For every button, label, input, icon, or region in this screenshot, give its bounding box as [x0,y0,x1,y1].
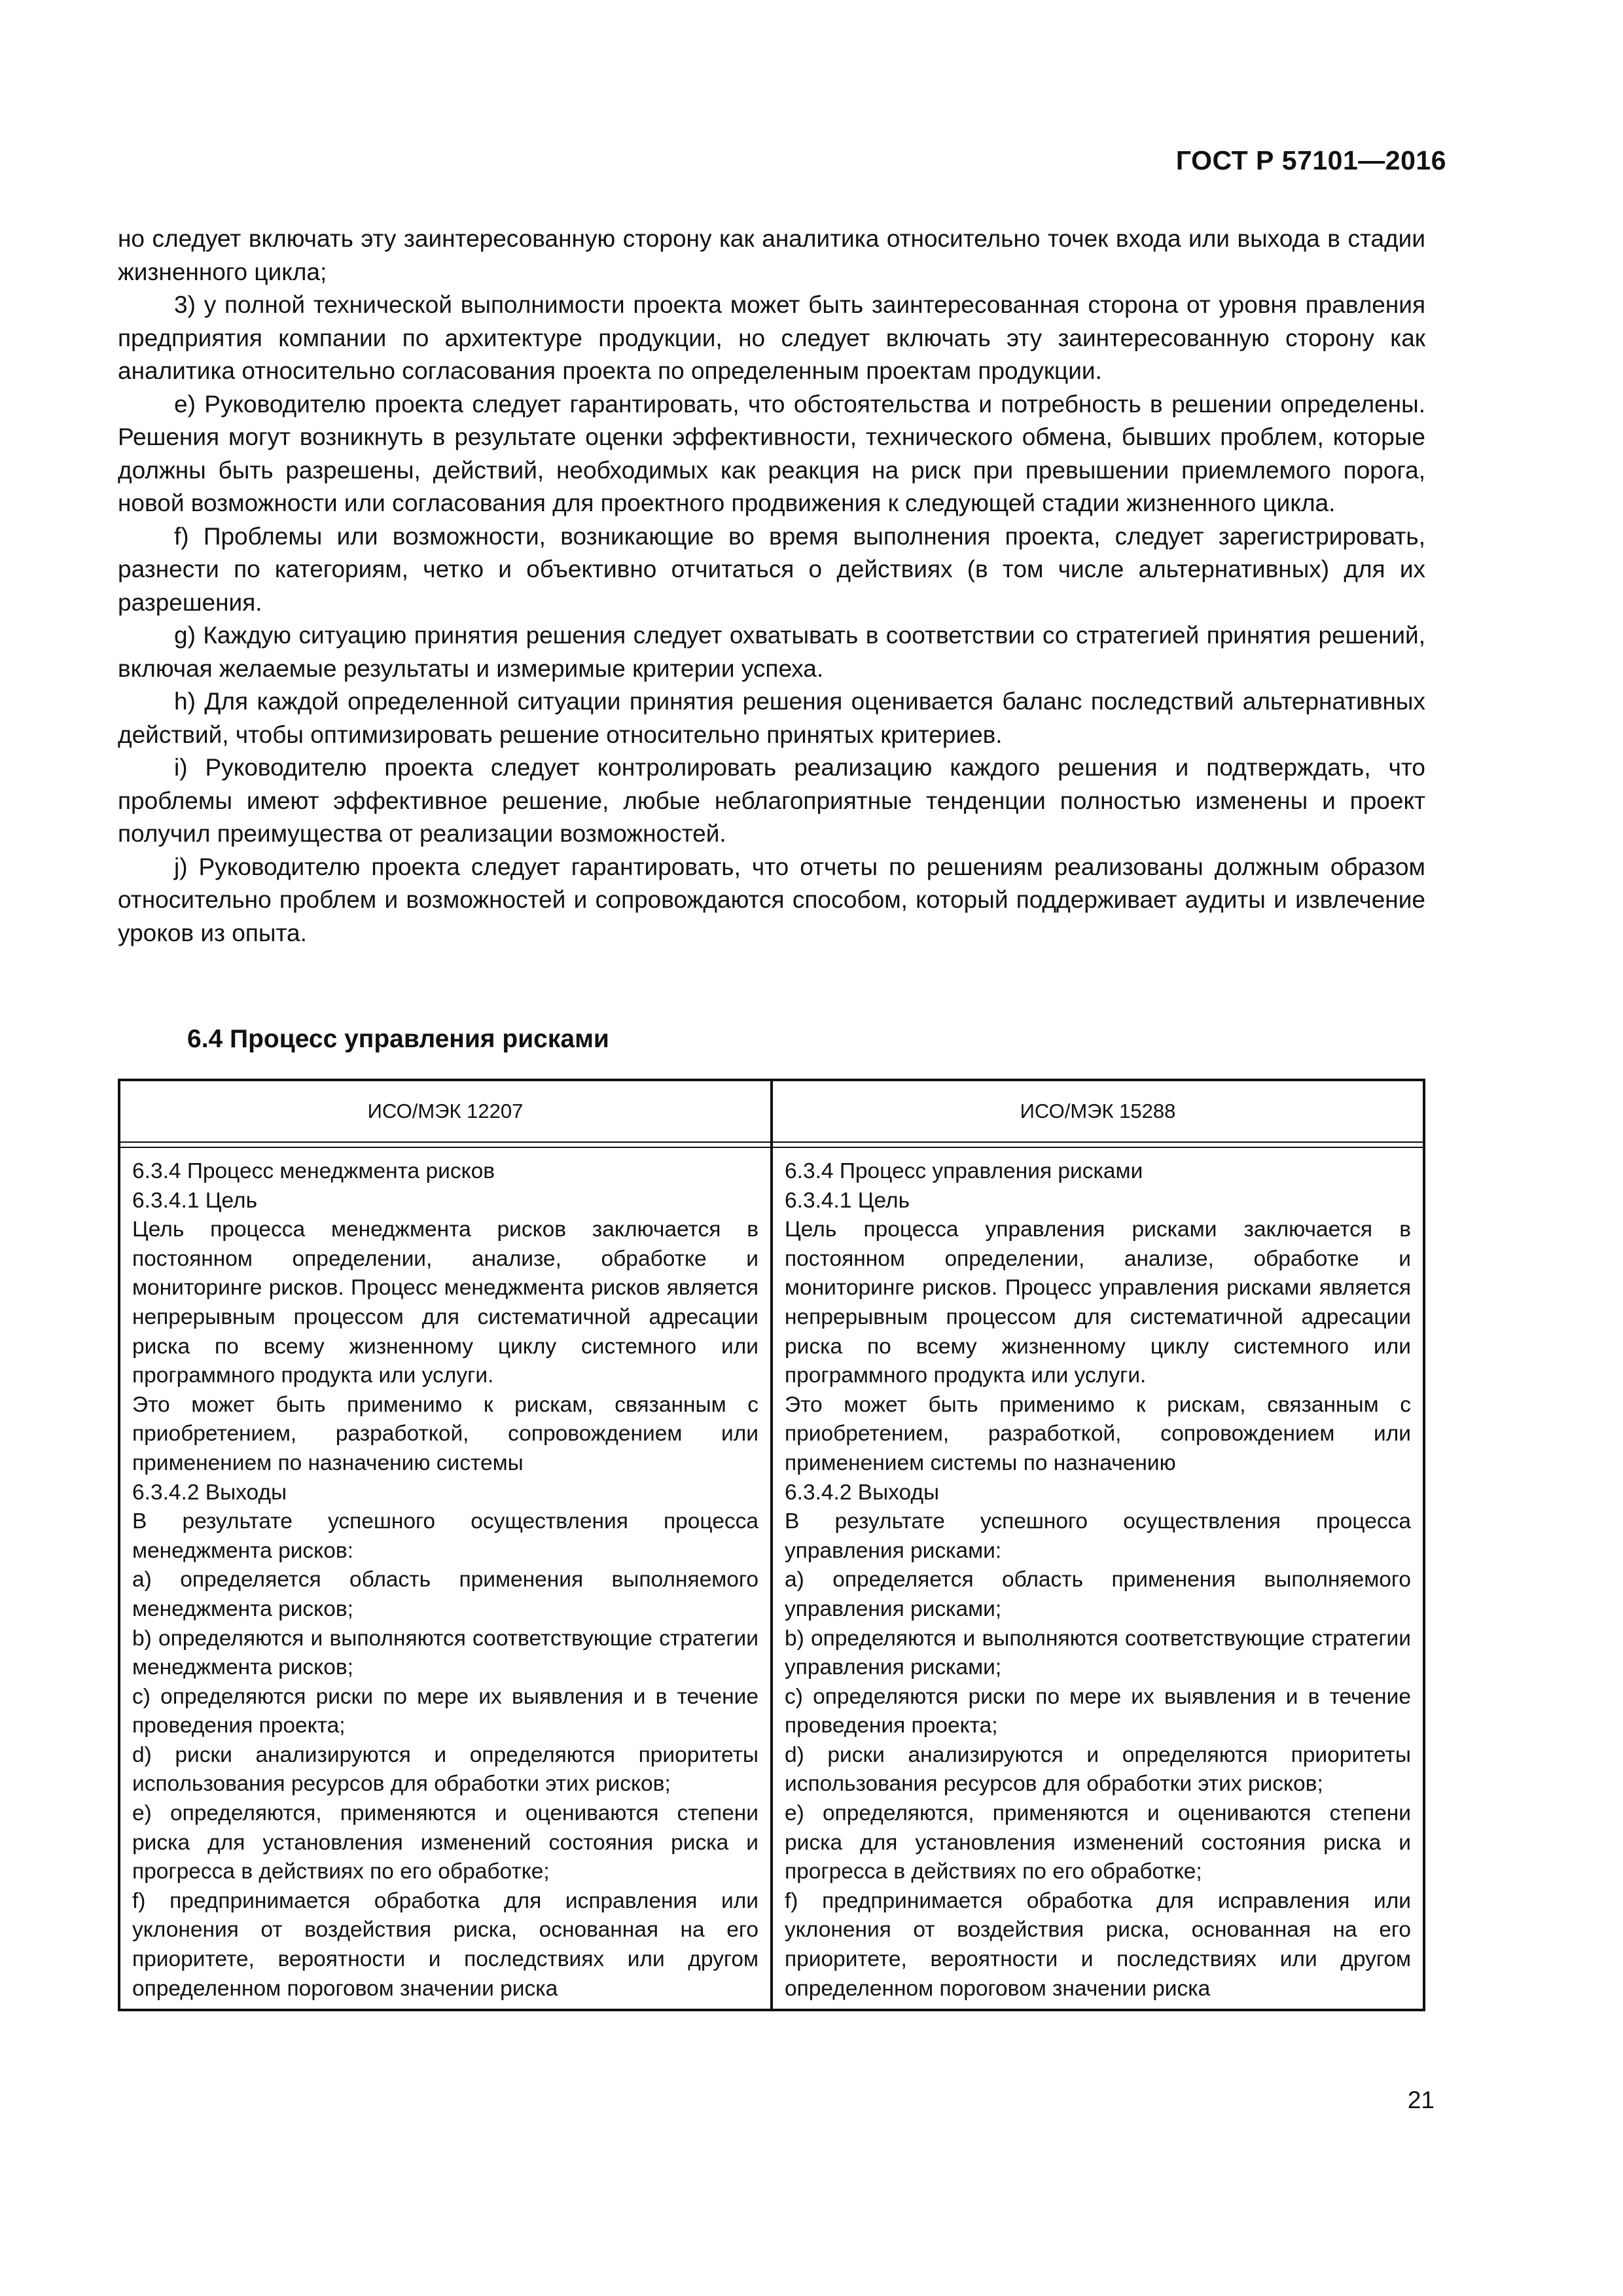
table-header-iso-15288: ИСО/МЭК 15288 [772,1080,1424,1142]
body-text [118,223,1425,950]
table-cell-line-iso-15288: В результате успешного осуществления процесса управления рисками: [785,1509,1411,1563]
body-paragraph: i) Руководителю проекта следует контролировать реализацию каждого решения и подтверждать, что проблемы имеют эффективное решение, любые неблагоприятные тенденции полностью изменены и проект получил преимущества от реализации возможностей. [118,754,1425,847]
table-cell-line-iso-12207: Это может быть применимо к рискам, связанным с приобретением, разработкой, сопровождением или применением по назначению системы [132,1392,758,1475]
page-number: 21 [1407,2087,1435,2113]
table-cell-line-iso-12207: В результате успешного осуществления процесса менеджмента рисков: [132,1509,758,1563]
table-cell-line-iso-15288: b) определяются и выполняются соответствующие стратегии управления рисками; [785,1626,1411,1680]
section-heading: 6.4 Процесс управления рисками [187,1025,609,1053]
table-cell-line-iso-15288: Цель процесса управления рисками заключается в постоянном определении, анализе, обработке и мониторинге рисков. Процесс управления рисками является непрерывным процессом для систематичной адресации риска по всему жизненному циклу системного или программного продукта или услуги. [785,1217,1411,1388]
table-cell-iso-12207 [119,1147,772,2010]
body-paragraph: f) Проблемы или возможности, возникающие во время выполнения проекта, следует зарегистрировать, разнести по категориям, четко и объективно отчитаться о действиях (в том числе альтернативных) для их разрешения. [118,522,1425,616]
table-cell-line-iso-15288: d) риски анализируются и определяются приоритеты использования ресурсов для обработки этих рисков; [785,1742,1411,1797]
table-cell-line-iso-12207: a) определяется область применения выполняемого менеджмента рисков; [132,1568,758,1621]
comparison-table [118,1079,1425,2011]
table-header-divider [119,1142,1424,1147]
table-body-row [119,1147,1424,2010]
table-cell-line-iso-15288: 6.3.4 Процесс управления рисками [785,1159,1143,1183]
table-cell-line-iso-15288: f) предпринимается обработка для исправления или уклонения от воздействия риска, основанная на его приоритете, вероятности и последствиях или другом определенном пороговом значении риска [785,1888,1411,2001]
body-paragraph: e) Руководителю проекта следует гарантировать, что обстоятельства и потребность в решении определены. Решения могут возникнуть в результате оценки эффективности, технического обмена, бывших проблем, которые должны быть разрешены, действий, необходимых как реакция на риск при превышении приемлемого порога, новой возможности или согласования для проектного продвижения к следующей стадии жизненного цикла. [118,390,1425,516]
table-cell-line-iso-12207: Цель процесса менеджмента рисков заключается в постоянном определении, анализе, обработке и мониторинге рисков. Процесс менеджмента рисков является непрерывным процессом для систематичной адресации риска по всему жизненному циклу системного или программного продукта или услуги. [132,1217,758,1388]
table-cell-line-iso-15288: Это может быть применимо к рискам, связанным с приобретением, разработкой, сопровождением или применением системы по назначению [785,1392,1411,1475]
table-cell-line-iso-12207: 6.3.4.1 Цель [132,1188,258,1213]
table-header-row [119,1080,1424,1142]
table-cell-line-iso-12207: e) определяются, применяются и оцениваются степени риска для установления изменений состояния риска и прогресса в действиях по его обработке; [132,1801,758,1884]
body-paragraph: но следует включать эту заинтересованную сторону как аналитика относительно точек входа или выхода в стадии жизненного цикла; [118,225,1425,285]
standard-id-header: ГОСТ Р 57101—2016 [1175,145,1446,175]
table-cell-line-iso-12207: f) предпринимается обработка для исправления или уклонения от воздействия риска, основанная на его приоритете, вероятности и последствиях или другом определенном пороговом значении риска [132,1888,758,2001]
table-cell-line-iso-15288: 6.3.4.1 Цель [785,1188,910,1213]
table-cell-line-iso-15288: e) определяются, применяются и оцениваются степени риска для установления изменений состояния риска и прогресса в действиях по его обработке; [785,1801,1411,1884]
table-cell-iso-15288 [772,1147,1424,2010]
body-paragraph: g) Каждую ситуацию принятия решения следует охватывать в соответствии со стратегией принятия решений, включая желаемые результаты и измеримые критерии успеха. [118,622,1425,682]
body-paragraph: h) Для каждой определенной ситуации принятия решения оценивается баланс последствий альтернативных действий, чтобы оптимизировать решение относительно принятых критериев. [118,688,1425,748]
table-cell-line-iso-12207: c) определяются риски по мере их выявления и в течение проведения проекта; [132,1684,758,1738]
body-paragraph: 3) у полной технической выполнимости проекта может быть заинтересованная сторона от уровня правления предприятия компании по архитектуре продукции, но следует включать эту заинтересованную сторону как аналитика относительно согласования проекта по определенным проектам продукции. [118,291,1425,384]
table-cell-line-iso-12207: 6.3.4 Процесс менеджмента рисков [132,1159,495,1183]
table-cell-line-iso-12207: b) определяются и выполняются соответствующие стратегии менеджмента рисков; [132,1626,758,1680]
body-paragraph: j) Руководителю проекта следует гарантировать, что отчеты по решениям реализованы должным образом относительно проблем и возможностей и сопровождаются способом, который поддерживает аудиты и извлечение уроков из опыта. [118,853,1425,946]
table-cell-line-iso-12207: d) риски анализируются и определяются приоритеты использования ресурсов для обработки этих рисков; [132,1742,758,1797]
table-cell-line-iso-15288: a) определяется область применения выполняемого управления рисками; [785,1568,1411,1621]
table-cell-line-iso-15288: 6.3.4.2 Выходы [785,1480,940,1505]
table-cell-line-iso-12207: 6.3.4.2 Выходы [132,1480,287,1505]
table-header-iso-12207: ИСО/МЭК 12207 [119,1080,772,1142]
table-cell-line-iso-15288: c) определяются риски по мере их выявления и в течение проведения проекта; [785,1684,1411,1738]
